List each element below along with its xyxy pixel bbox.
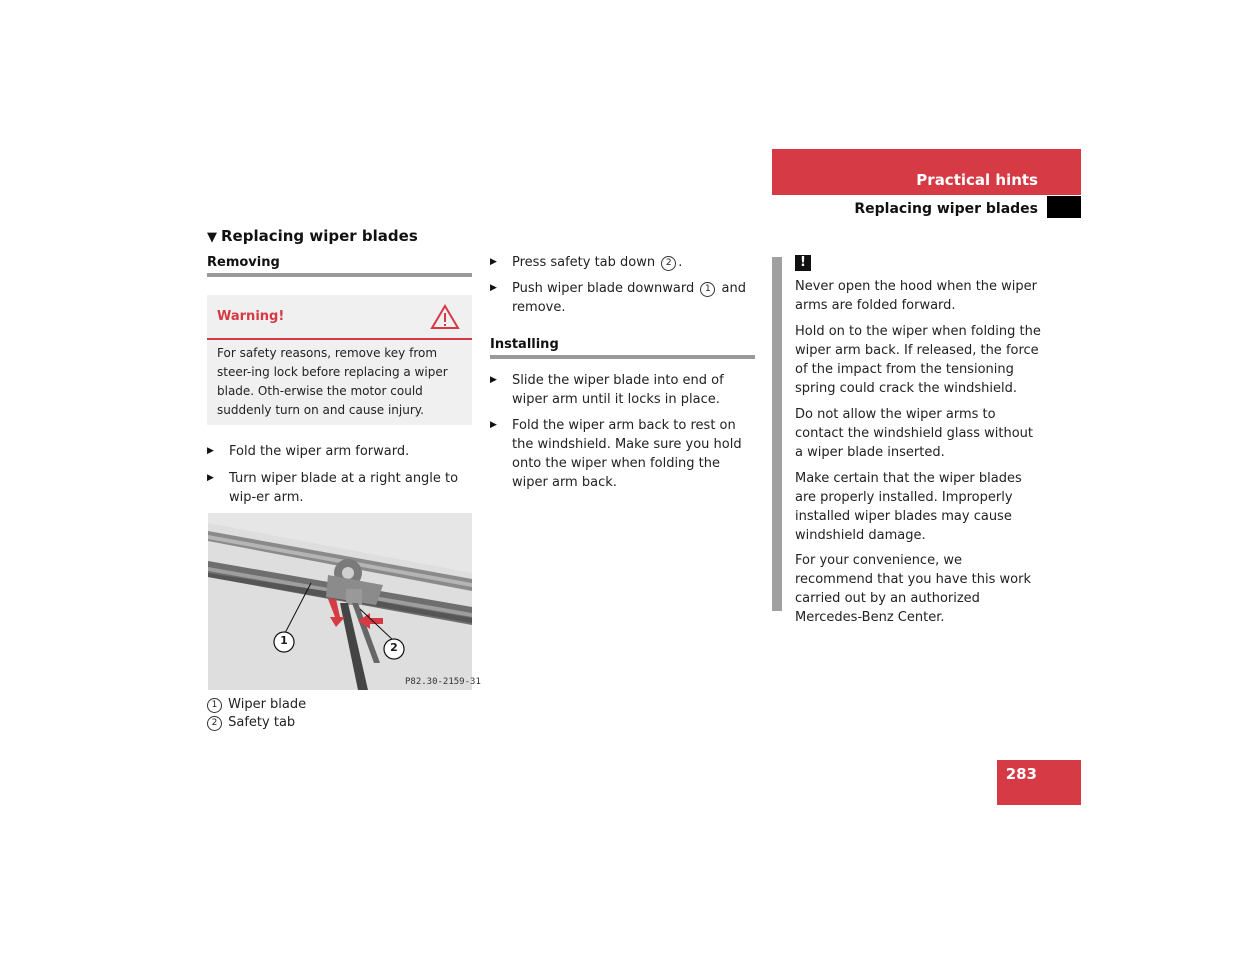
removing-heading: Removing — [207, 255, 280, 270]
list-item — [490, 253, 755, 273]
legend-number: 2 — [207, 716, 222, 731]
legend-label: Wiper blade — [228, 697, 307, 712]
bullet-arrow-icon: ▶ — [207, 446, 214, 456]
step-text: Turn wiper blade at a right angle to wip-er arm. — [229, 471, 459, 505]
list-item — [207, 442, 472, 462]
step-text: Slide the wiper blade into end of wiper arm until it locks in place. — [512, 373, 724, 407]
installing-heading: Installing — [490, 337, 559, 352]
list-item — [207, 469, 472, 509]
exclamation-icon: ! — [795, 255, 811, 271]
legend-item — [207, 696, 306, 714]
note-paragraph: For your convenience, we recommend that you have this work carried out by an authorized Mercedes-Benz Center. — [795, 553, 1031, 625]
bullet-arrow-icon: ▶ — [490, 420, 497, 430]
warning-text: For safety reasons, remove key from steer-ing lock before replacing a wiper blade. Oth-erwise the motor could suddenly turn on and cause injury. — [217, 346, 448, 417]
step-text: Fold the wiper arm back to rest on the windshield. Make sure you hold onto the wiper when folding the wiper arm back. — [512, 418, 742, 490]
page-number: 283 — [1005, 765, 1037, 783]
list-item — [490, 416, 755, 496]
bullet-arrow-icon: ▶ — [207, 473, 214, 483]
note-paragraph: Make certain that the wiper blades are properly installed. Improperly installed wiper blades may cause windshield damage. — [795, 471, 1022, 543]
note-paragraph: Never open the hood when the wiper arms are folded forward. — [795, 279, 1038, 313]
step-text: Fold the wiper arm forward. — [229, 444, 410, 459]
removing-rule — [207, 273, 472, 277]
bullet-arrow-icon: ▶ — [490, 283, 497, 293]
bullet-arrow-icon: ▶ — [490, 257, 497, 267]
figure-code: P82.30-2159-31 — [405, 677, 481, 687]
note-paragraph: Do not allow the wiper arms to contact the windshield glass without a wiper blade inserted. — [795, 407, 1033, 460]
warning-label: Warning! — [217, 309, 285, 324]
section-title: Practical hints — [916, 171, 1038, 189]
ref-number: 1 — [700, 282, 715, 297]
page-title — [207, 227, 418, 245]
triangle-down-icon: ▼ — [207, 230, 217, 245]
wiper-drawing — [208, 513, 472, 690]
subsection-title: Replacing wiper blades — [854, 201, 1038, 217]
warning-divider — [207, 338, 472, 340]
note-bar — [772, 257, 782, 611]
legend-item — [207, 714, 295, 732]
legend-label: Safety tab — [228, 715, 296, 730]
step-text: Press safety tab down 2 . — [512, 255, 683, 270]
callout-1: 1 — [280, 634, 288, 647]
legend-number: 1 — [207, 698, 222, 713]
warning-triangle-icon — [430, 304, 460, 330]
installing-rule — [490, 355, 755, 359]
list-item — [490, 371, 755, 411]
page-title-text: Replacing wiper blades — [221, 227, 418, 245]
note-paragraph: Hold on to the wiper when folding the wiper arm back. If released, the force of the impact from the tensioning spring could crack the windshield. — [795, 324, 1041, 396]
thumb-tab — [1047, 196, 1081, 218]
step-text: Push wiper blade downward 1 and remove. — [512, 281, 746, 315]
ref-number: 2 — [661, 256, 676, 271]
callout-2: 2 — [390, 641, 398, 654]
wiper-illustration — [208, 513, 472, 690]
bullet-arrow-icon: ▶ — [490, 375, 497, 385]
list-item — [490, 279, 755, 319]
